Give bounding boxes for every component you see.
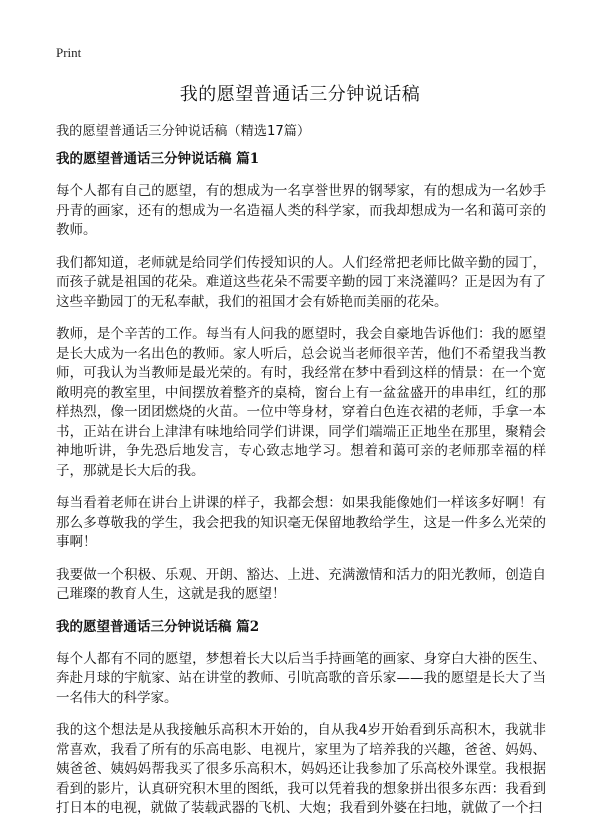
document-body — [56, 150, 546, 819]
paragraph: 我们都知道，老师就是给同学们传授知识的人。人们经常把老师比做辛勤的园丁，而孩子就是祖国的花朵。难道这些花朵不需要辛勤的园丁来浇灌吗？正是因为有了这些辛勤园丁的无私奉献，我们的祖国才会有娇艳而美丽的花朵。 — [56, 254, 546, 310]
document-title: 我的愿望普通话三分钟说话稿 — [179, 84, 421, 105]
paragraph: 每个人都有不同的愿望，梦想着长大以后当手持画笔的画家、身穿白大褂的医生、奔赴月球的宇航家、站在讲堂的教师、引吭高歌的音乐家——我的愿望是长大了当一名伟大的科学家。 — [56, 650, 546, 706]
paragraph: 我的这个想法是从我接触乐高积木开始的，自从我4岁开始看到乐高积木，我就非常喜欢，我看了所有的乐高电影、电视片，家里为了培养我的兴趣，爸爸、妈妈、姨爸爸、姨妈妈帮我买了很多乐高积木，妈妈还让我参加了乐高校外课堂。我根据看到的影片，认真研究积木里的图纸，我可以凭着我的想象拼出很多东西：我看到打日本的电视，就做了装载武器的飞机、大炮；我看到外婆在扫地，就做了一个扫 — [56, 722, 546, 816]
paragraph: 每个人都有自己的愿望，有的想成为一名享誉世界的钢琴家，有的想成为一名妙手丹青的画家，还有的想成为一名造福人类的科学家，而我却想成为一名和蔼可亲的教师。 — [56, 183, 546, 238]
paragraph: 教师，是个辛苦的工作。每当有人问我的愿望时，我会自豪地告诉他们：我的愿望是长大成为一名出色的教师。家人听后，总会说当老师很辛苦，他们不希望我当教师，可我认为当教师是最光荣的。有时，我经常在梦中看到这样的情景：在一个宽敞明亮的教室里，中间摆放着整齐的桌椅，窗台上有一盆盆盛开的串串红，红的那样热烈，像一团团燃烧的火苗。一位中等身材，穿着白色连衣裙的老师，手拿一本书，正站在讲台上津津有味地给同学们讲课，同学们端端正正地坐在那里，聚精会神地听讲，争先恐后地发言，专心致志地学习。想着和蔼可亲的老师那幸福的样子，那就是长大后的我。 — [56, 326, 546, 479]
print-link[interactable]: Print — [56, 45, 82, 60]
section-heading-1: 我的愿望普通话三分钟说话稿 篇1 — [56, 151, 260, 167]
paragraph: 每当看着老师在讲台上讲课的样子，我都会想：如果我能像她们一样该多好啊！有那么多尊敬我的学生，我会把我的知识毫无保留地教给学生，这是一件多么光荣的事啊！ — [56, 495, 546, 550]
document-subtitle: 我的愿望普通话三分钟说话稿（精选17篇） — [56, 124, 311, 139]
section-heading-2: 我的愿望普通话三分钟说话稿 篇2 — [56, 618, 260, 635]
paragraph: 我要做一个积极、乐观、开朗、豁达、上进、充满激情和活力的阳光教师，创造自己璀璨的教育人生，这就是我的愿望！ — [56, 566, 546, 602]
